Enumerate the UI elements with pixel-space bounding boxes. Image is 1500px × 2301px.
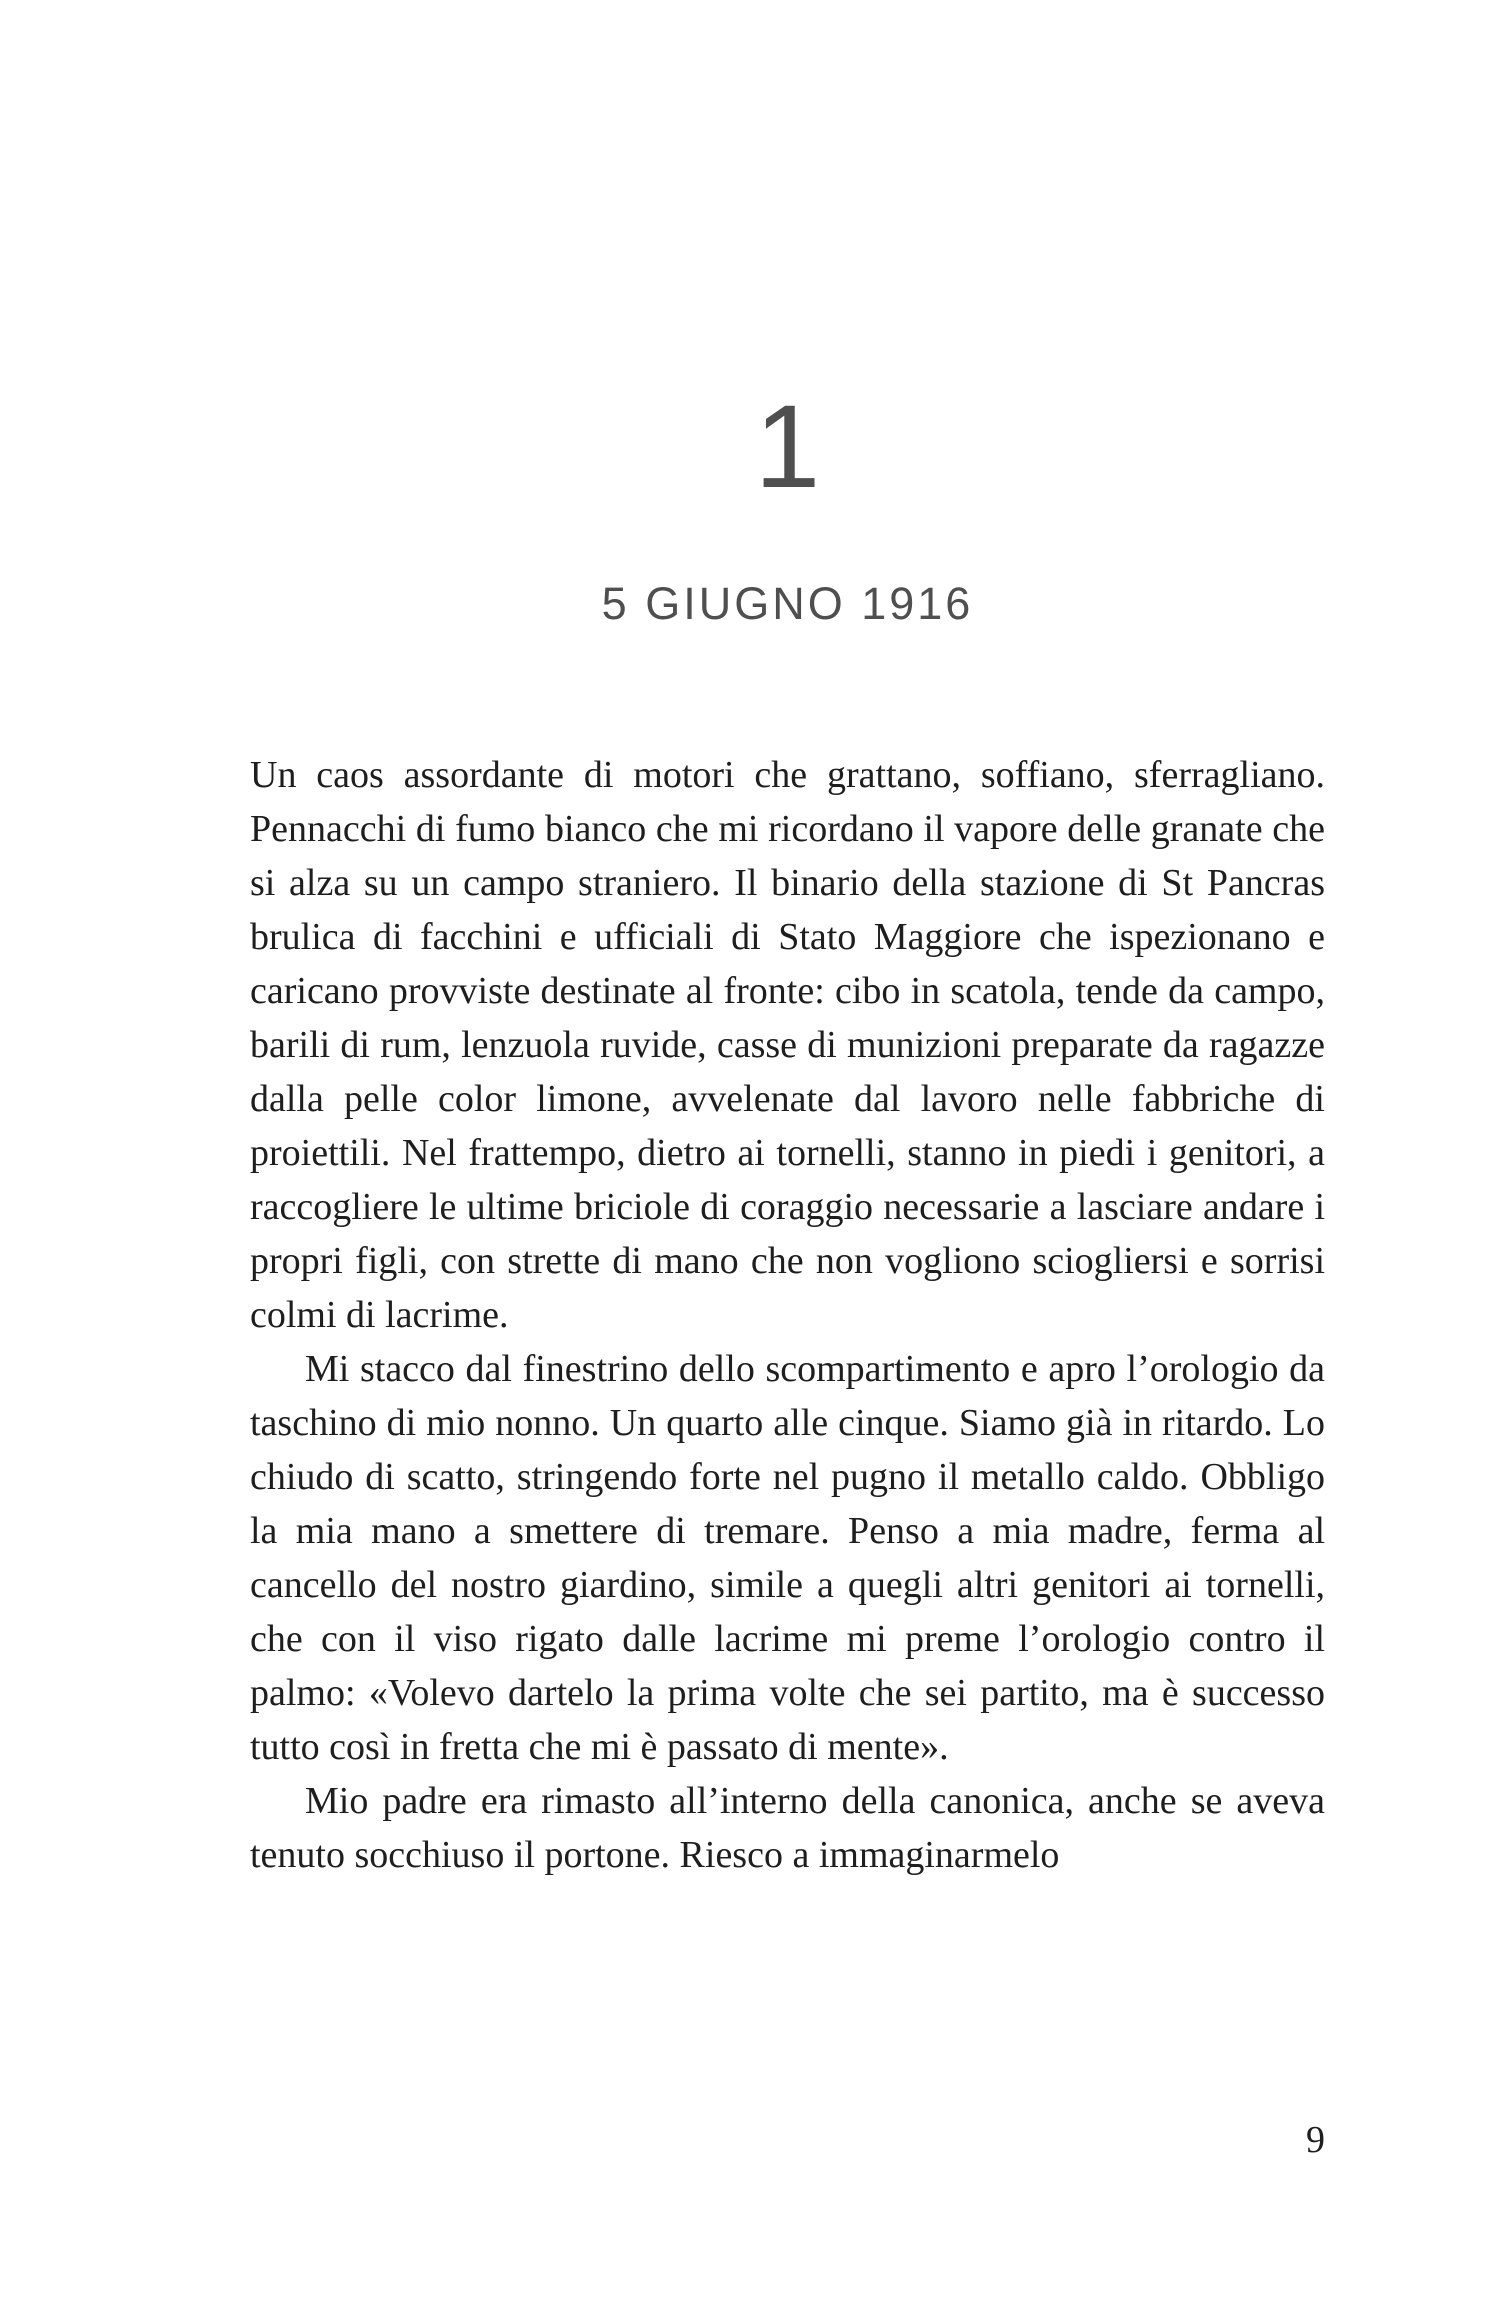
chapter-number: 1 [754,381,821,513]
page-number: 9 [1306,2119,1325,2161]
body-text [250,748,1325,1882]
paragraph: Un caos assordante di motori che grattano, soffiano, sferragliano. Pennacchi di fumo bianco che mi ricordano il vapore delle granate che si alza su un campo straniero. Il binario della stazione di St Pancras brulica di facchini e ufficiali di Stato Maggiore che ispezionano e caricano provviste destinate al fronte: cibo in scatola, tende da campo, barili di rum, lenzuola ruvide, casse di munizioni preparate da ragazze dalla pelle color limone, avvelenate dal lavoro nelle fabbriche di proiettili. Nel frattempo, dietro ai tornelli, stanno in piedi i genitori, a raccogliere le ultime briciole di coraggio necessarie a lasciare andare i propri figli, con strette di mano che non vogliono sciogliersi e sorrisi colmi di lacrime. [250,754,1325,1336]
paragraph: Mio padre era rimasto all’interno della canonica, anche se aveva tenuto socchiuso il portone. Riesco a immaginarmelo [250,1780,1325,1876]
chapter-date-heading: 5 GIUGNO 1916 [601,578,974,629]
paragraph: Mi stacco dal finestrino dello scompartimento e apro l’orologio da taschino di mio nonno. Un quarto alle cinque. Siamo già in ritardo. Lo chiudo di scatto, stringendo forte nel pugno il metallo caldo. Obbligo la mia mano a smettere di tremare. Penso a mia madre, ferma al cancello del nostro giardino, simile a quegli altri genitori ai tornelli, che con il viso rigato dalle lacrime mi preme l’orologio contro il palmo: «Volevo dartelo la prima volte che sei partito, ma è successo tutto così in fretta che mi è passato di mente». [250,1348,1325,1768]
